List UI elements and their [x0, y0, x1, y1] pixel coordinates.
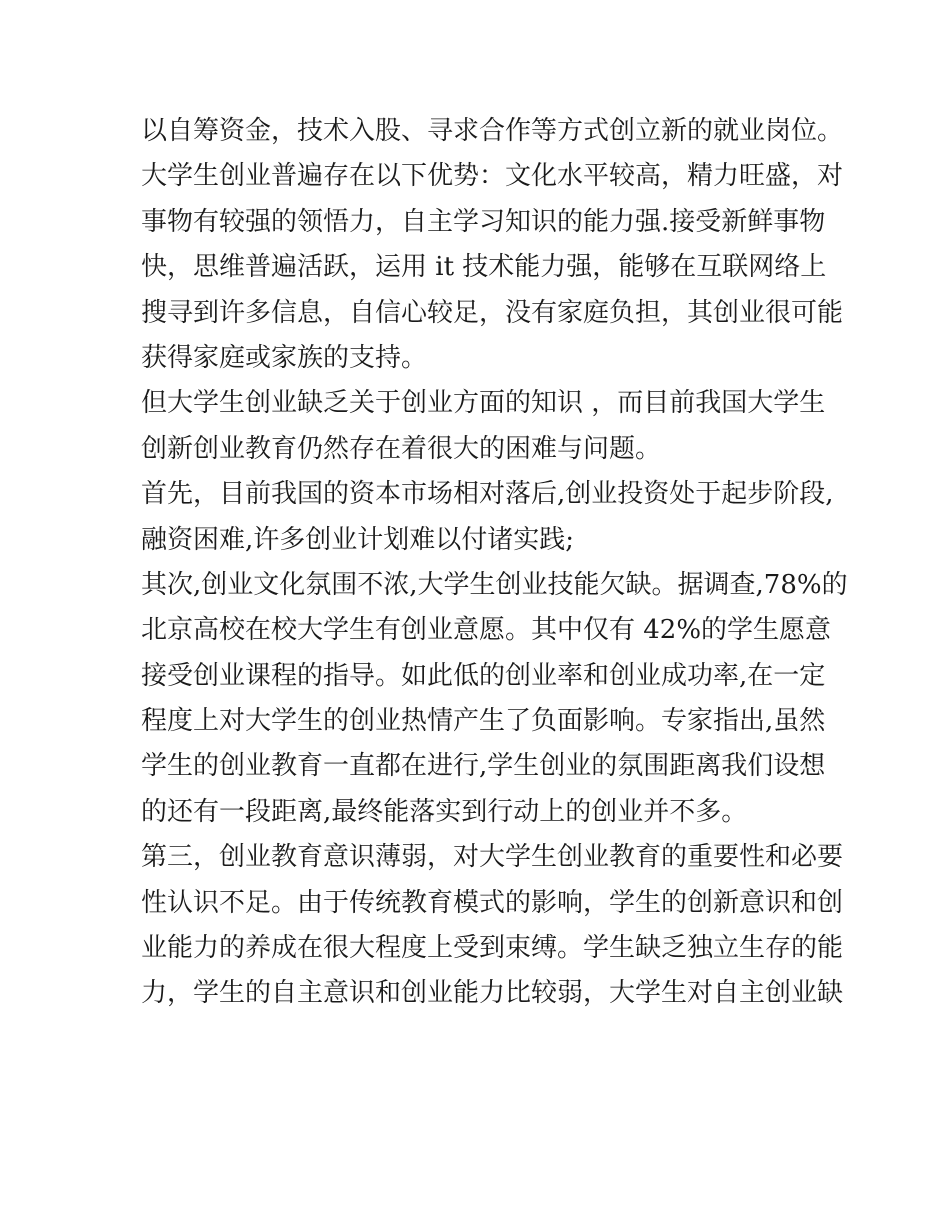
text-line: 事物有较强的领悟力，自主学习知识的能力强.接受新鲜事物: [141, 206, 826, 237]
text-line: 快，思维普遍活跃，运用 it 技术能力强，能够在互联网络上: [141, 252, 827, 283]
body-text: [141, 109, 848, 1017]
text-line: 力，学生的自主意识和创业能力比较弱，大学生对自主创业缺: [141, 978, 844, 1009]
text-line: 获得家庭或家族的支持。: [141, 342, 428, 373]
text-line: 创新创业教育仍然存在着很大的困难与问题。: [141, 433, 662, 464]
text-line: 接受创业课程的指导。如此低的创业率和创业成功率,在一定: [141, 660, 826, 691]
text-line: 的还有一段距离,最终能落实到行动上的创业并不多。: [141, 796, 748, 827]
text-line: 业能力的养成在很大程度上受到束缚。学生缺乏独立生存的能: [141, 933, 844, 964]
text-line: 以自筹资金，技术入股、寻求合作等方式创立新的就业岗位。: [141, 116, 844, 146]
text-line: 搜寻到许多信息，自信心较足，没有家庭负担，其创业很可能: [141, 297, 844, 328]
text-line: 学生的创业教育一直都在进行,学生创业的氛围距离我们设想: [141, 751, 826, 782]
text-line: 但大学生创业缺乏关于创业方面的知识 ，而目前我国大学生: [141, 388, 826, 419]
text-line: 程度上对大学生的创业热情产生了负面影响。专家指出,虽然: [141, 706, 826, 737]
text-line: 大学生创业普遍存在以下优势：文化水平较高，精力旺盛，对: [141, 161, 844, 192]
text-line: 其次,创业文化氛围不浓,大学生创业技能欠缺。据调查,78%的: [141, 569, 848, 600]
text-line: 北京高校在校大学生有创业意愿。其中仅有 42%的学生愿意: [141, 615, 832, 646]
text-line: 融资困难,许多创业计划难以付诸实践;: [141, 524, 575, 555]
text-line: 首先，目前我国的资本市场相对落后,创业投资处于起步阶段,: [141, 479, 834, 510]
text-line: 性认识不足。由于传统教育模式的影响，学生的创新意识和创: [141, 887, 844, 918]
text-line: 第三，创业教育意识薄弱，对大学生创业教育的重要性和必要: [141, 842, 844, 873]
